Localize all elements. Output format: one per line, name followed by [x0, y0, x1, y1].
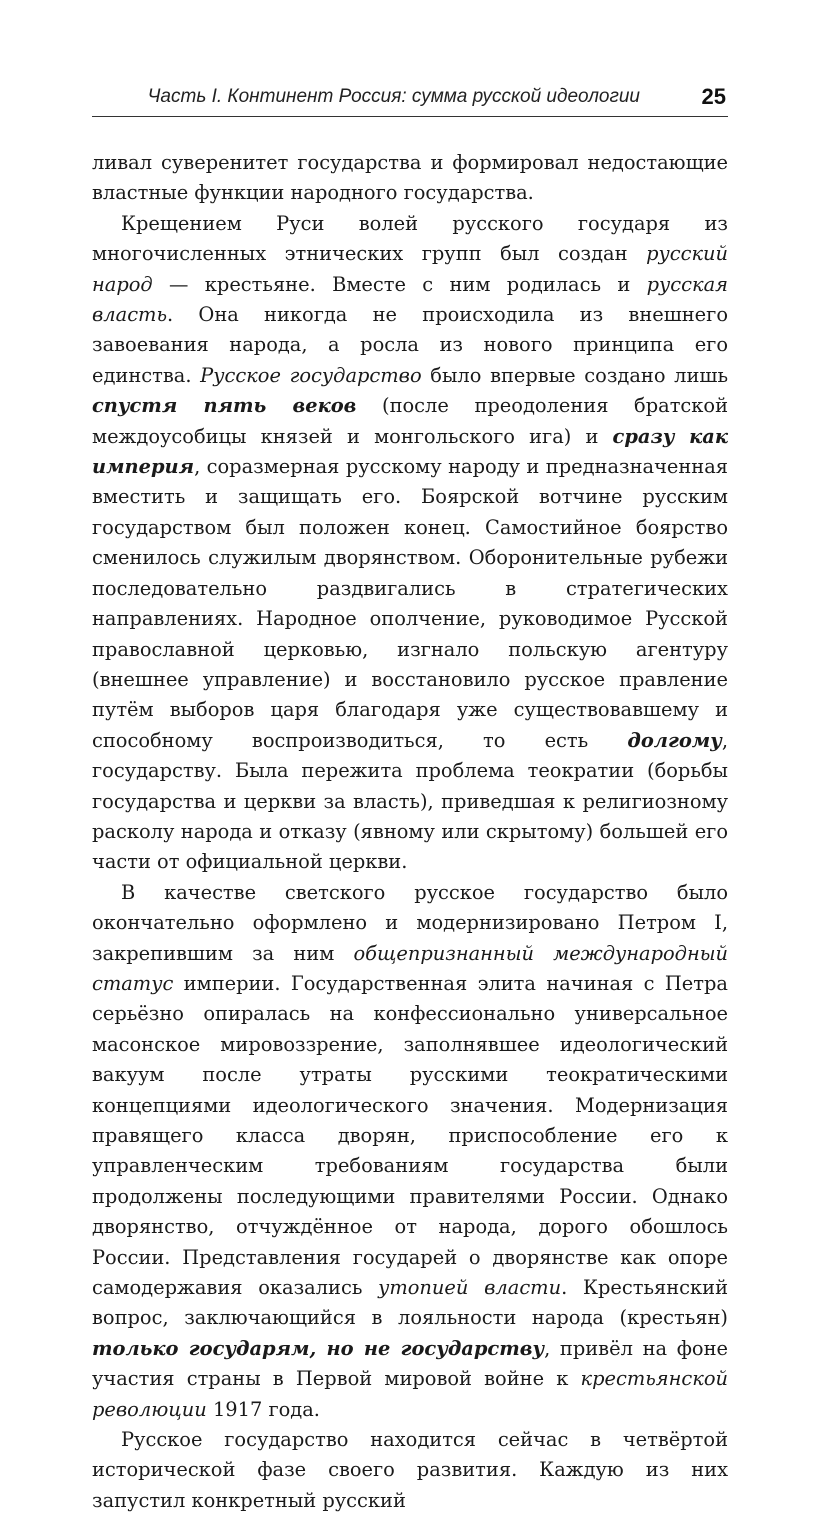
paragraph [92, 148, 728, 209]
italic-phrase: русский народ [92, 242, 728, 296]
text-run: — крестьяне. Вместе с ним родилась и [152, 272, 647, 296]
text-run: 1917 года. [206, 1397, 320, 1421]
text-run: Крещением Руси волей русского государя из многочисленных этнических групп был создан [92, 211, 728, 266]
text-run: , соразмерная русскому народу и предназначенная вместить и защищать его. Боярской вотчине русским государством был положен конец. Самостийное боярство сменилось служилым дворянством. Оборонительные рубежи последовательно раздвигались в стратегических направлениях. Народное ополчение, руководимое Русской православной церковью, изгнало польскую агентуру (внешнее управление) и восстановило русское правление путём выборов царя благодаря уже существовавшему и способному воспроизводиться, то есть [92, 455, 728, 752]
page-number: 25 [701, 84, 726, 109]
italic-phrase: крестьянской революции [92, 1367, 728, 1421]
bold-italic-phrase: спустя пять веков [92, 394, 357, 418]
bold-italic-phrase: сразу как империя [92, 424, 728, 479]
text-run: ливал суверенитет государства и формировал недостающие властные функции народного государства. [92, 151, 728, 205]
text-run: (после преодоления братской междоусобицы князей и монгольского ига) и [92, 394, 729, 448]
paragraph [92, 1425, 728, 1516]
text-run: В качестве светского русское государство было окончательно оформлено и модернизировано Петром I, закрепившим за ним [92, 880, 728, 965]
paragraph [92, 209, 728, 878]
text-run: империи. Государственная элита начиная с Петра серьёзно опиралась на конфессионально универсальное масонское мировоззрение, заполнявшее идеологический вакуум после утраты русскими теократическими концепциями идеологического значения. Модернизация правящего класса дворян, приспособление его к управленческим требованиям государства были продолжены последующими правителями России. Однако дворянство, отчуждённое от народа, дорого обошлось России. Представления государей о дворянстве как опоре самодержавия оказались [92, 971, 728, 1300]
body-text [92, 148, 728, 1516]
text-run: Русское государство находится сейчас в четвёртой исторической фазе своего развития. Каждую из них запустил конкретный русский [92, 1428, 728, 1512]
italic-phrase: утопией власти [378, 1276, 562, 1300]
text-run: . Крестьянский вопрос, заключающийся в лояльности народа (крестьян) [92, 1276, 728, 1330]
bold-italic-phrase: долгому [627, 728, 722, 752]
running-title: Часть I. Континент Россия: сумма русской идеологии [147, 86, 640, 107]
italic-phrase: общепризнанный международный статус [92, 941, 729, 995]
text-run: , государству. Была пережита проблема теократии (борьбы государства и церкви за власть), приведшая к религиозному расколу народа и отказу (явному или скрытому) большей его части от официальной церкви. [92, 728, 728, 874]
text-run: . Она никогда не происходила из внешнего завоевания народа, а росла из нового принципа его единства. [92, 303, 728, 387]
paragraph [92, 878, 728, 1425]
italic-phrase: русская власть [92, 272, 728, 327]
running-header [92, 82, 728, 117]
italic-phrase: Русское государство [200, 363, 422, 387]
bold-italic-phrase: только государям, но не государству [92, 1336, 545, 1360]
text-run: было впервые создано лишь [421, 363, 729, 387]
text-run: , привёл на фоне участия страны в Первой мировой войне к [92, 1336, 728, 1391]
